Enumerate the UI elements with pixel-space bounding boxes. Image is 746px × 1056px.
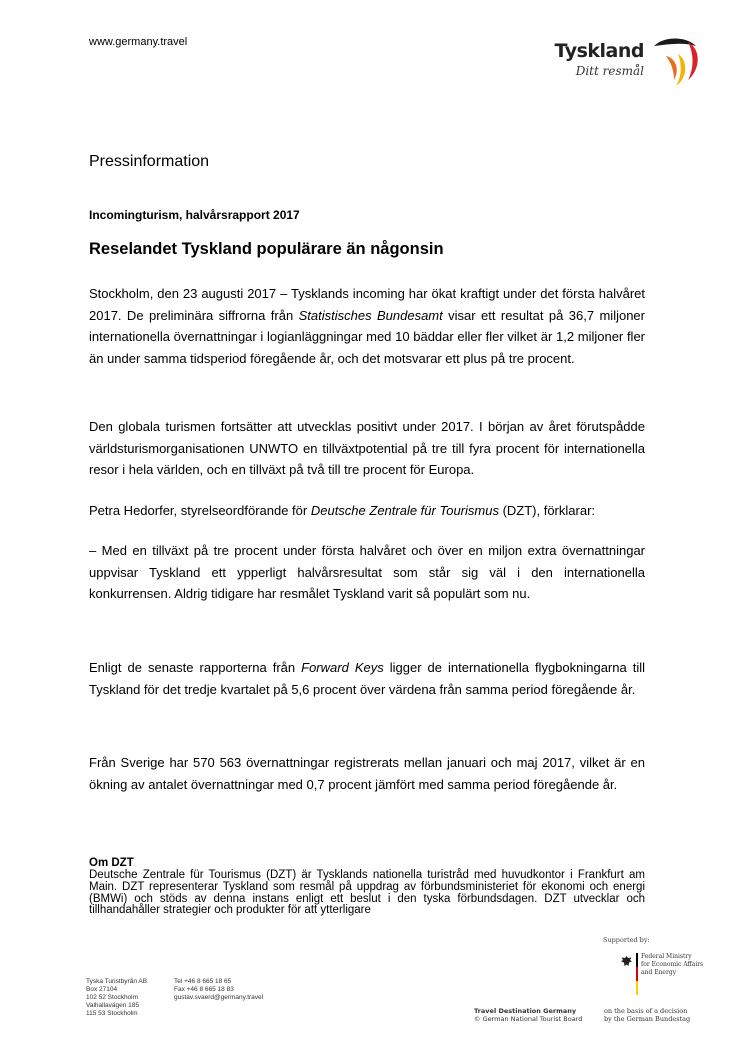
eagle-icon <box>620 955 633 968</box>
footer-address: Tyska Turistbyrån AB Box 27104 102 52 Stockholm Valhallavägen 185 115 53 Stockholm <box>86 978 148 1017</box>
email-link[interactable]: gustav.svaerd@germany.travel <box>174 994 264 1001</box>
paragraph-3: Petra Hedorfer, styrelseordförande för Deutsche Zentrale für Tourismus (DZT), förklarar: <box>89 503 596 518</box>
travel-destination-germany: Travel Destination Germany © German National Tourist Board <box>474 1007 583 1023</box>
supported-by-label: Supported by: <box>603 936 650 944</box>
logo-subtitle: Ditt resmål <box>575 64 644 78</box>
flag-bar <box>636 953 638 995</box>
bundestag-basis: on the basis of a decision by the German Bundestag <box>604 1007 691 1023</box>
footer-contact: Tel +46 8 665 18 65 Fax +46 8 665 18 83 gustav.svaerd@germany.travel <box>174 978 264 1001</box>
website-url: www.germany.travel <box>89 36 188 48</box>
document-type: Pressinformation <box>89 153 210 170</box>
paragraph-1: Stockholm, den 23 augusti 2017 – Tysklands incoming har ökat kraftigt under det första halvåret 2017. De preliminära siffrorna från Statistisches Bundesamt visar ett resultat på 36,7 miljoner internationella övernattningar i logianläggningar med 10 bäddar eller fler vilket är 1,2 miljoner fler än under samma tidsperiod föregående år, och det motsvarar ett plus på tre procent. <box>89 286 645 366</box>
logo-title: Tyskland <box>554 40 644 62</box>
tyskland-logo <box>552 34 702 92</box>
ministry-name: Federal Ministry for Economic Affairs and Energy <box>641 953 704 976</box>
paragraph-5: Enligt de senaste rapporterna från Forward Keys ligger de internationella flygbokningarna till Tyskland för det tredje kvartalet på 5,6 procent över värdena från samma period föregående år. <box>89 660 646 697</box>
swirl-logo-icon <box>648 34 702 92</box>
about-text: Deutsche Zentrale für Tourismus (DZT) är Tysklands nationella turistråd med huvudkontor i Frankfurt am Main. DZT representerar Tyskland som resmål på uppdrag av förbundsministeriet för ekonomi och energi (BMWi) och stöds av denna instans enligt ett beslut i den tyska förbundsdagen. DZT utvecklar och tillhandahåller strategier och produkter för att ytterligare <box>89 869 645 917</box>
paragraph-2: Den globala turismen fortsätter att utvecklas positivt under 2017. I början av året förutspådde världsturismorganisationen UNWTO en tillväxtpotential på tre till fyra procent för internationella resor i hela världen, och en tillväxt på två till tre procent för Europa. <box>89 419 645 477</box>
paragraph-6: Från Sverige har 570 563 övernattningar registrerats mellan januari och maj 2017, vilket är en ökning av antalet övernattningar med 0,7 procent jämfört med samma period föregående år. <box>89 755 645 792</box>
headline: Reselandet Tyskland populärare än någonsin <box>89 240 444 258</box>
paragraph-4: – Med en tillväxt på tre procent under första halvåret och över en miljon extra övernattningar uppvisar Tyskland ett ypperligt halvårsresultat som står sig väl i den internationella konkurrensen. Aldrig tidigare har resmålet Tyskland varit så populärt som nu. <box>89 543 645 601</box>
ministry-logo <box>620 953 710 995</box>
kicker: Incomingturism, halvårsrapport 2017 <box>89 208 300 222</box>
about-heading: Om DZT <box>89 857 134 869</box>
